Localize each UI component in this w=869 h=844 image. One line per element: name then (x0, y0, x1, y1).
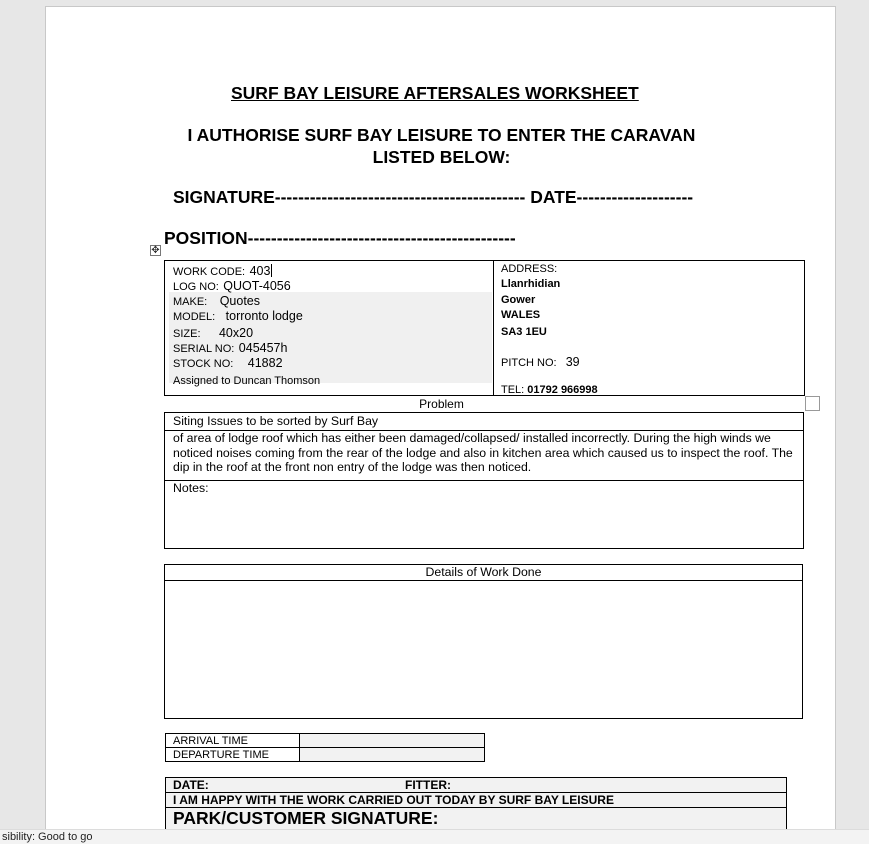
notes-label: Notes: (173, 481, 209, 495)
problem-heading: Problem (419, 397, 464, 411)
stock-value[interactable]: 41882 (247, 356, 283, 370)
problem-summary: Siting Issues to be sorted by Surf Bay (173, 414, 379, 428)
position-line: POSITION---------------------------------------------- (164, 228, 516, 248)
pitch-row[interactable] (501, 355, 580, 369)
make-label: MAKE: (173, 296, 208, 308)
fitter-label[interactable]: FITTER: (405, 778, 451, 792)
work-done-field[interactable] (165, 581, 802, 719)
authorisation-line-1: I AUTHORISE SURF BAY LEISURE TO ENTER THE CARAVAN (187, 125, 696, 145)
tel-label: TEL: (501, 384, 525, 396)
row-divider (166, 747, 484, 748)
work-code-value[interactable]: 403 (249, 264, 271, 278)
work-done-table (164, 564, 803, 719)
customer-signature-label[interactable]: PARK/CUSTOMER SIGNATURE: (173, 808, 439, 828)
serial-label: SERIAL NO: (173, 343, 235, 355)
text-cursor (271, 264, 272, 277)
content-control-checkbox[interactable] (805, 396, 820, 411)
size-label: SIZE: (173, 328, 201, 340)
departure-time-label: DEPARTURE TIME (173, 749, 269, 761)
model-value[interactable]: torronto lodge (225, 309, 303, 323)
size-value[interactable]: 40x20 (218, 326, 254, 340)
stock-row[interactable] (173, 354, 283, 372)
accessibility-status[interactable]: sibility: Good to go (2, 831, 93, 843)
signoff-table (165, 777, 787, 837)
authorisation-line-2: LISTED BELOW: (372, 147, 511, 167)
address-line-1[interactable]: Llanrhidian (501, 278, 561, 290)
log-no-value[interactable]: QUOT-4056 (223, 279, 291, 293)
table-divider (493, 261, 494, 395)
pitch-value[interactable]: 39 (565, 355, 580, 369)
work-done-heading: Details of Work Done (165, 565, 802, 581)
arrival-time-label: ARRIVAL TIME (173, 735, 248, 747)
satisfaction-statement: I AM HAPPY WITH THE WORK CARRIED OUT TODAY BY SURF BAY LEISURE (173, 793, 614, 807)
address-line-2[interactable]: Gower (501, 294, 536, 306)
serial-value[interactable]: 045457h (238, 341, 288, 355)
model-label: MODEL: (173, 311, 216, 323)
pitch-label: PITCH NO: (501, 357, 557, 369)
work-code-label: WORK CODE: (173, 266, 246, 278)
worksheet-title: SURF BAY LEISURE AFTERSALES WORKSHEET (231, 83, 639, 103)
address-postcode[interactable]: SA3 1EU (501, 326, 547, 338)
address-line-3[interactable]: WALES (501, 309, 541, 321)
problem-table (164, 412, 804, 549)
column-divider (299, 734, 300, 761)
move-arrows-icon[interactable]: ✥ (151, 245, 160, 256)
signature-date-line: SIGNATURE------------------------------------------- DATE-------------------- (173, 187, 694, 207)
address-label: ADDRESS: (501, 263, 558, 275)
stock-label: STOCK NO: (173, 358, 234, 370)
signoff-date-label[interactable]: DATE: (173, 778, 209, 792)
make-value[interactable]: Quotes (219, 294, 260, 308)
assigned-to-text: Assigned to Duncan Thomson (173, 375, 321, 387)
problem-description: of area of lodge roof which has either been damaged/collapsed/ installed incorrectly. During the high winds we noticed noises coming from the rear of the lodge and also in kitchen area which caused us to inspect the roof. The dip in the roof at the front non entry of the lodge was then noticed. (173, 431, 793, 474)
problem-summary-cell[interactable] (165, 413, 803, 431)
authorisation-statement (146, 124, 737, 168)
tel-row[interactable] (501, 384, 598, 396)
arrival-departure-table (165, 733, 485, 762)
assigned-row (173, 371, 320, 389)
document-page[interactable] (45, 6, 836, 836)
status-bar (0, 829, 869, 844)
log-no-label: LOG NO: (173, 281, 219, 293)
caravan-info-table (164, 260, 805, 396)
problem-description-cell[interactable] (165, 430, 803, 481)
tel-value[interactable]: 01792 966998 (527, 384, 598, 396)
model-row[interactable] (173, 307, 303, 325)
